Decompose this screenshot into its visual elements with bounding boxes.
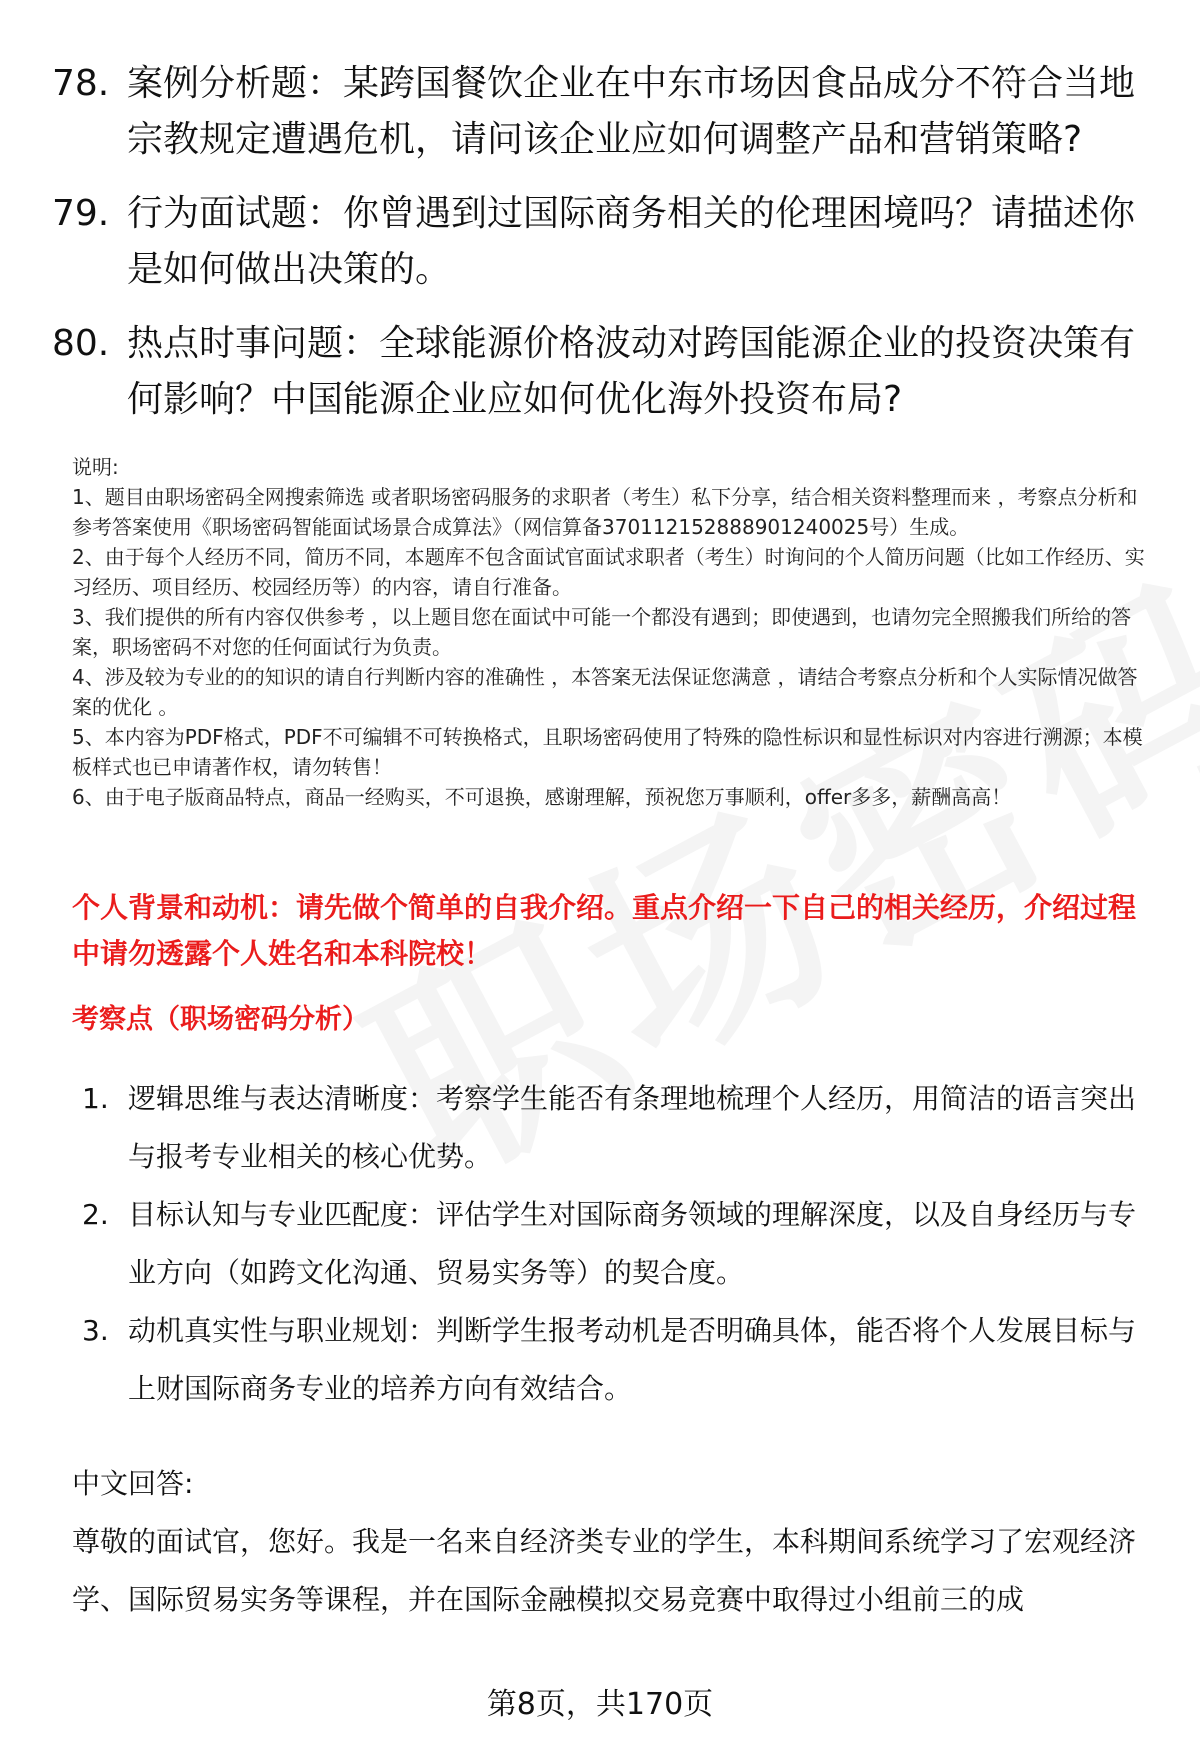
note-item: 5、本内容为PDF格式，PDF不可编辑不可转换格式，且职场密码使用了特殊的隐性标识和显性标识对内容进行溯源；本模板样式也已申请著作权，请勿转售！ bbox=[72, 725, 1143, 779]
analysis-subheading: 考察点（职场密码分析） bbox=[72, 1004, 369, 1035]
point-number: 1. bbox=[82, 1082, 109, 1115]
note-item: 6、由于电子版商品特点，商品一经购买，不可退换，感谢理解，预祝您万事顺利，offer多多，薪酬高高！ bbox=[72, 785, 1012, 809]
point-number: 2. bbox=[82, 1198, 109, 1231]
note-item: 1、题目由职场密码全网搜索筛选 或者职场密码服务的求职者（考生）私下分享，结合相关资料整理而来 ，考察点分析和参考答案使用《职场密码智能面试场景合成算法》（网信算备370112152888901240025号）生成。 bbox=[72, 485, 1138, 539]
analysis-point bbox=[82, 1302, 1162, 1418]
notes-block bbox=[72, 452, 1152, 812]
question-item bbox=[52, 316, 1152, 428]
question-number: 79. bbox=[52, 193, 110, 234]
answer-text: 尊敬的面试官，您好。我是一名来自经济类专业的学生，本科期间系统学习了宏观经济学、国际贸易实务等课程，并在国际金融模拟交易竞赛中取得过小组前三的成 bbox=[72, 1525, 1137, 1616]
analysis-point bbox=[82, 1186, 1162, 1302]
question-text: 行为面试题：你曾遇到过国际商务相关的伦理困境吗？请描述你是如何做出决策的。 bbox=[127, 193, 1136, 290]
page-footer: 第8页，共170页 bbox=[486, 1687, 714, 1722]
question-item bbox=[52, 56, 1152, 168]
question-item bbox=[52, 186, 1152, 298]
question-text: 案例分析题：某跨国餐饮企业在中东市场因食品成分不符合当地宗教规定遭遇危机，请问该企业应如何调整产品和营销策略? bbox=[127, 63, 1136, 160]
question-text: 热点时事问题：全球能源价格波动对跨国能源企业的投资决策有何影响？中国能源企业应如何优化海外投资布局? bbox=[127, 323, 1136, 420]
point-number: 3. bbox=[82, 1314, 109, 1347]
analysis-points bbox=[82, 1070, 1162, 1418]
question-number: 80. bbox=[52, 323, 110, 364]
point-text: 逻辑思维与表达清晰度：考察学生能否有条理地梳理个人经历，用简洁的语言突出与报考专业相关的核心优势。 bbox=[128, 1082, 1137, 1173]
notes-title: 说明: bbox=[72, 455, 119, 479]
point-text: 动机真实性与职业规划：判断学生报考动机是否明确具体，能否将个人发展目标与上财国际商务专业的培养方向有效结合。 bbox=[128, 1314, 1137, 1405]
question-list bbox=[52, 56, 1152, 446]
note-item: 3、我们提供的所有内容仅供参考 ，以上题目您在面试中可能一个都没有遇到；即使遇到，也请勿完全照搬我们所给的答案，职场密码不对您的任何面试行为负责。 bbox=[72, 605, 1132, 659]
analysis-point bbox=[82, 1070, 1162, 1186]
question-number: 78. bbox=[52, 63, 110, 104]
note-item: 2、由于每个人经历不同，简历不同，本题库不包含面试官面试求职者（考生）时询问的个人简历问题（比如工作经历、实习经历、项目经历、校园经历等）的内容，请自行准备。 bbox=[72, 545, 1145, 599]
answer-label: 中文回答: bbox=[72, 1467, 194, 1500]
section-heading: 个人背景和动机：请先做个简单的自我介绍。重点介绍一下自己的相关经历，介绍过程中请勿透露个人姓名和本科院校！ bbox=[72, 891, 1137, 970]
note-item: 4、涉及较为专业的的知识的请自行判断内容的准确性 ，本答案无法保证您满意 ，请结合考察点分析和个人实际情况做答案的优化 。 bbox=[72, 665, 1138, 719]
point-text: 目标认知与专业匹配度：评估学生对国际商务领域的理解深度，以及自身经历与专业方向（如跨文化沟通、贸易实务等）的契合度。 bbox=[128, 1198, 1137, 1289]
